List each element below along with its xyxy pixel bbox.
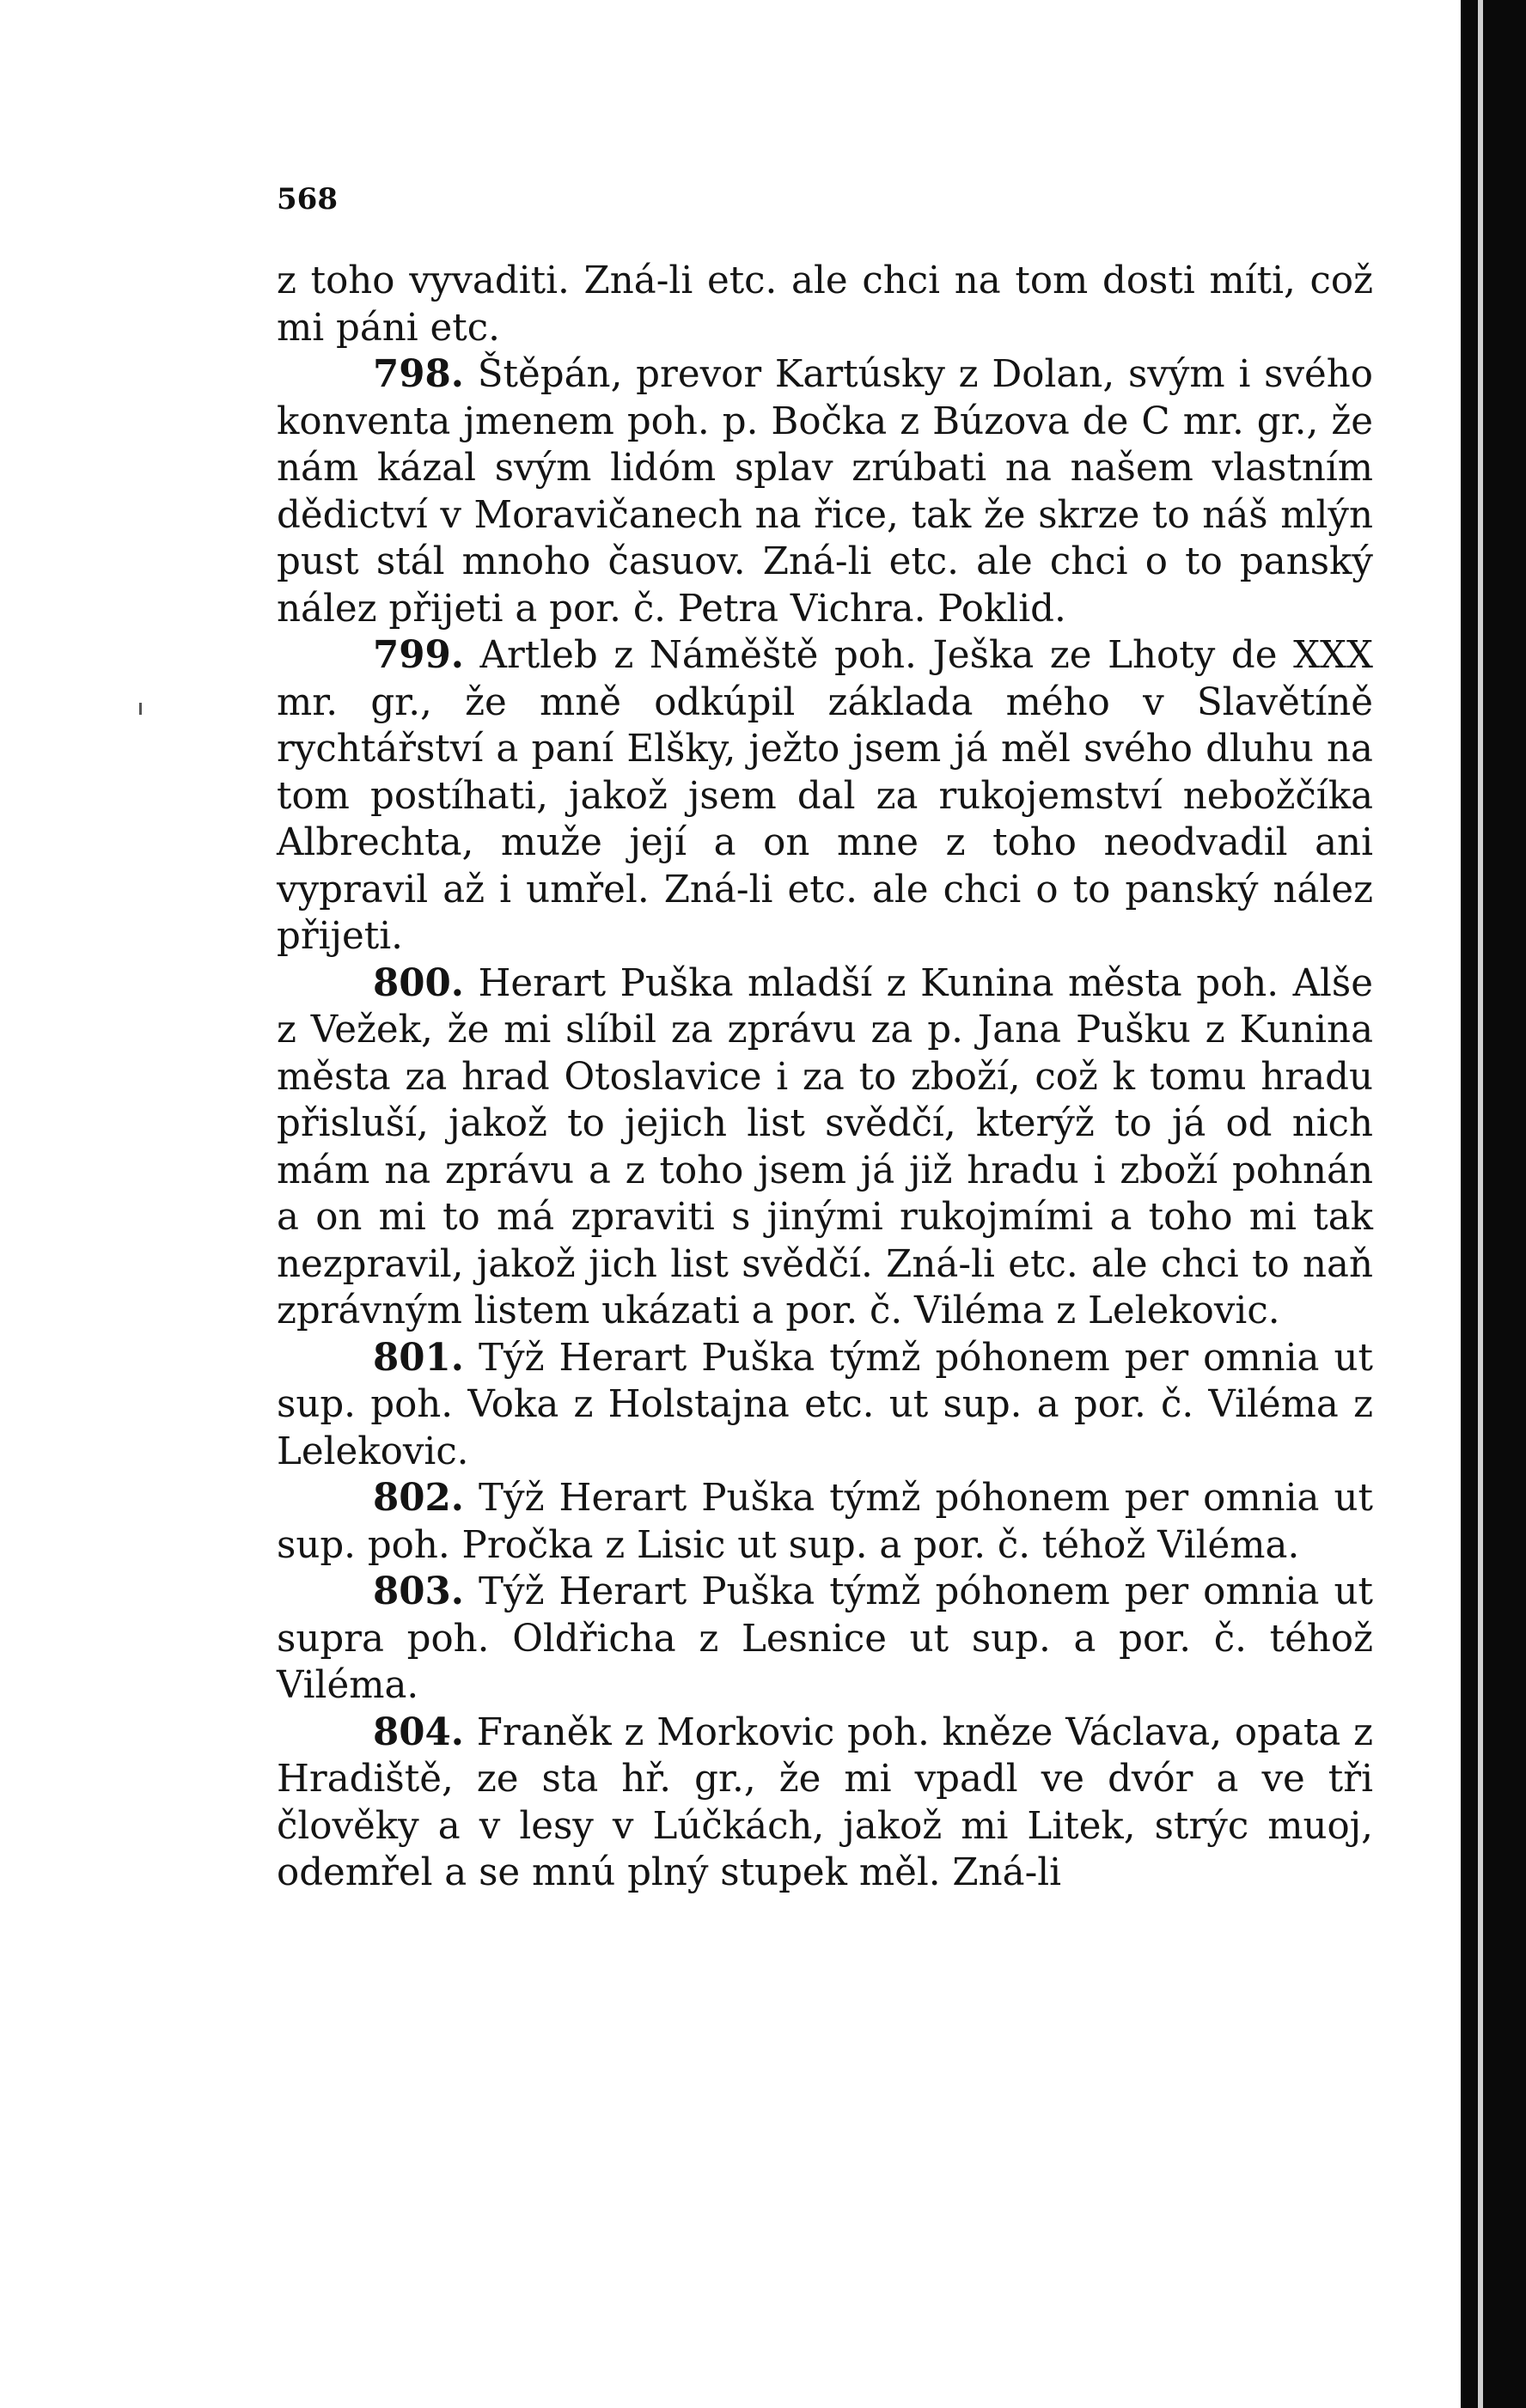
entry-801 (277, 1335, 1373, 1476)
entry-number: 799. (373, 633, 464, 677)
entry-text: Artleb z Náměště poh. Ješka ze Lhoty de XXX mr. gr., že mně odkúpil základa mého v Slavětíně rychtářství a paní Elšky, ježto jsem já měl svého dluhu na tom postíhati, jakož jsem dal za rukojemství nebožčíka Albrechta, muže její a on mne z toho neodvadil ani vypravil až i umřel. Zná-li etc. ale chci o to panský nález přijeti. (277, 634, 1373, 958)
entry-number: 798. (373, 352, 464, 396)
entry-803 (277, 1569, 1373, 1710)
page-edge-line (1478, 0, 1483, 2408)
entry-802 (277, 1475, 1373, 1569)
entry-text: Týž Herart Puška týmž póhonem per omnia ut sup. poh. Voka z Holstajna etc. ut sup. a por. č. Viléma z Lelekovic. (277, 1336, 1373, 1473)
entry-text: Herart Puška mladší z Kunina města poh. Alše z Vežek, že mi slíbil za zprávu za p. Jana Pušku z Kunina města za hrad Otoslavice i za to zboží, což k tomu hradu přisluší, jakož to jejich list svědčí, kterýž to já od nich mám na zprávu a z toho jsem já již hradu i zboží pohnán a on mi to má zpraviti s jinými rukojmími a toho mi tak nezpravil, jakož jich list svědčí. Zná-li etc. ale chci to naň zprávným listem ukázati a por. č. Viléma z Lelekovic. (277, 961, 1373, 1332)
page-number: 568 (277, 182, 338, 216)
entry-800 (277, 960, 1373, 1335)
entry-number: 802. (373, 1476, 464, 1520)
entry-number: 801. (373, 1335, 464, 1380)
margin-mark (139, 703, 142, 715)
entry-text: Týž Herart Puška týmž póhonem per omnia ut supra poh. Oldřicha z Lesnice ut sup. a por. č. téhož Viléma. (277, 1570, 1373, 1707)
entry-number: 804. (373, 1710, 464, 1754)
entry-number: 803. (373, 1570, 464, 1613)
body-text (277, 258, 1373, 1897)
entry-text: Franěk z Morkovic poh. kněze Václava, opata z Hradiště, ze sta hř. gr., že mi vpadl ve dvór a ve tři člověky a v lesy v Lúčkách, jakož mi Litek, strýc muoj, odemřel a se mnú plný stupek měl. Zná-li (277, 1710, 1373, 1894)
entry-text: Štěpán, prevor Kartúsky z Dolan, svým i svého konventa jmenem poh. p. Bočka z Búzova de C mr. gr., že nám kázal svým lidóm splav zrúbati na našem vlastním dědictví v Moravičanech na řice, tak že skrze to náš mlýn pust stál mnoho časuov. Zná-li etc. ale chci o to panský nález přijeti a por. č. Petra Vichra. Poklid. (277, 353, 1373, 631)
entry-798 (277, 351, 1373, 632)
entry-number: 800. (373, 960, 464, 1005)
entry-804 (277, 1710, 1373, 1897)
intro-paragraph: z toho vyvaditi. Zná-li etc. ale chci na tom dosti míti, což mi páni etc. (277, 259, 1373, 350)
scan-border (1461, 0, 1526, 2408)
entry-799 (277, 632, 1373, 960)
entry-text: Týž Herart Puška týmž póhonem per omnia ut sup. poh. Pročka z Lisic ut sup. a por. č. téhož Viléma. (277, 1477, 1373, 1567)
